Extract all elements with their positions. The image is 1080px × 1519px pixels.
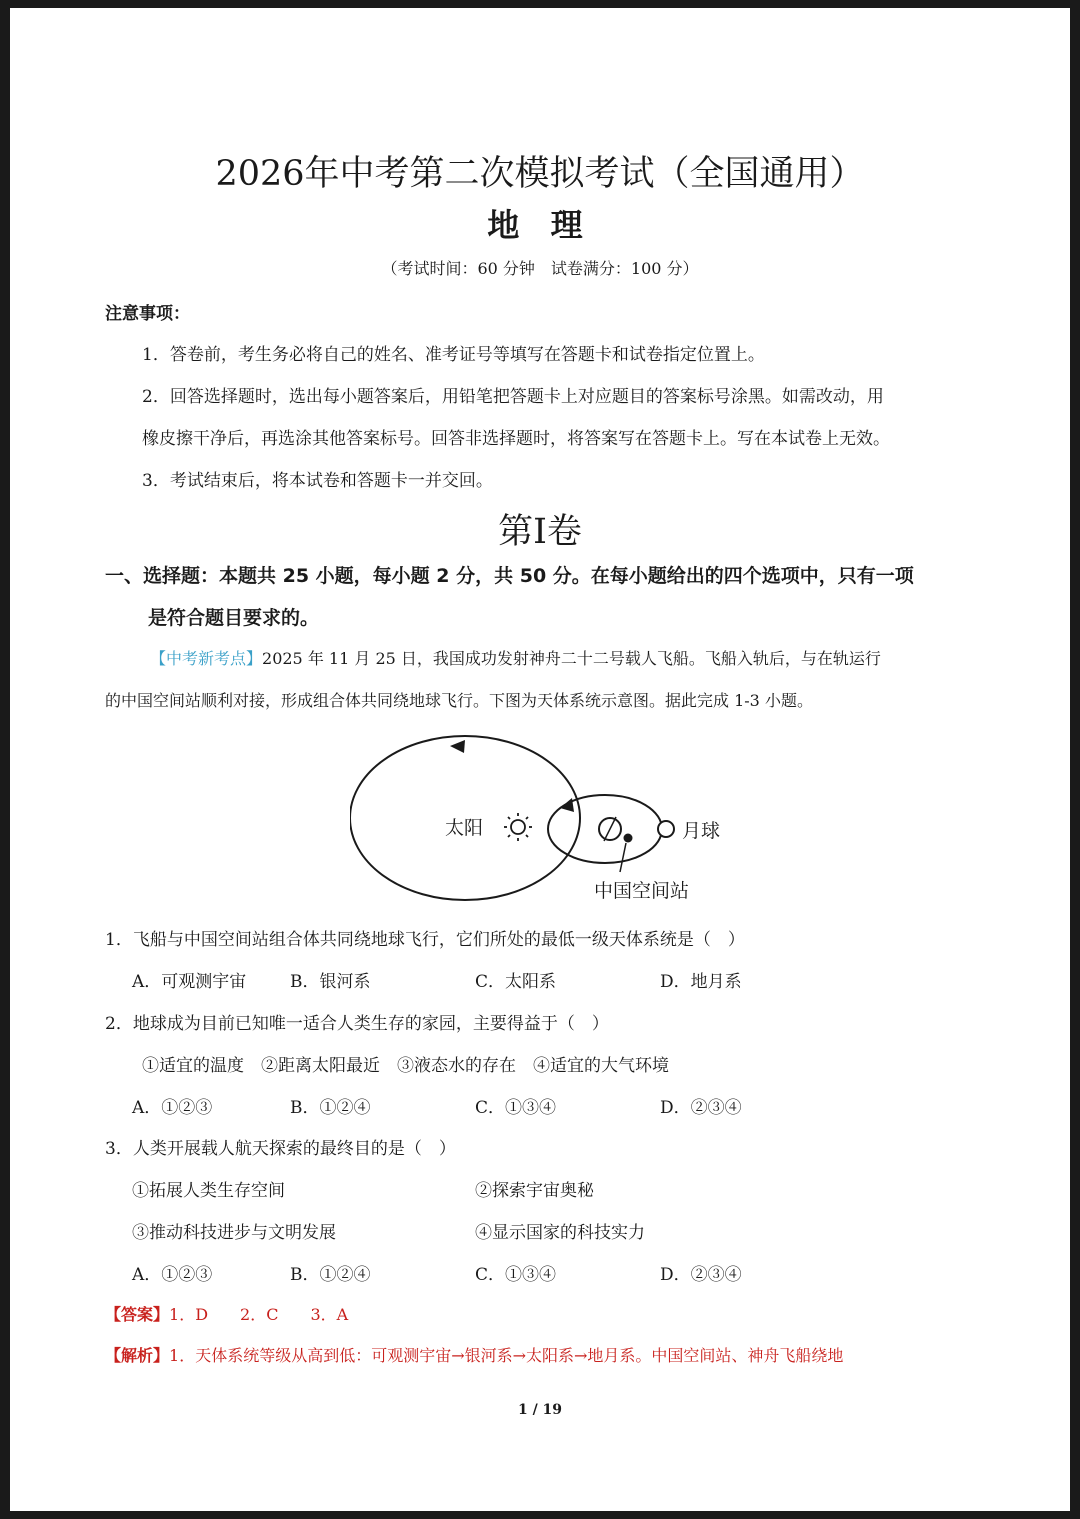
q1-option-a: A．可观测宇宙 [132, 972, 247, 992]
celestial-system-diagram [350, 726, 730, 911]
question-2-stem: 2．地球成为目前已知唯一适合人类生存的家园，主要得益于（ ） [105, 1014, 609, 1034]
section-heading-cont: 是符合题目要求的。 [148, 607, 320, 629]
exam-page [10, 8, 1070, 1511]
q1-option-b: B．银河系 [290, 972, 371, 992]
answer-tag: 【答案】 [105, 1305, 170, 1324]
answer-line [105, 1302, 348, 1325]
page-number: 1 / 19 [517, 1402, 563, 1418]
exam-info: （考试时间：60 分钟 试卷满分：100 分） [381, 259, 699, 278]
section-title: 第Ⅰ卷 [498, 512, 582, 552]
q3-statement-4: ④显示国家的科技实力 [475, 1223, 645, 1243]
q3-option-a: A．①②③ [132, 1265, 213, 1285]
notice-item-2: 2．回答选择题时，选出每小题答案后，用铅笔把答题卡上对应题目的答案标号涂黑。如需改动，用 [142, 387, 884, 407]
q2-statements: ①适宜的温度 ②距离太阳最近 ③液态水的存在 ④适宜的大气环境 [142, 1056, 669, 1076]
subject-title: 地 理 [487, 206, 593, 244]
sun-label: 太阳 [445, 817, 484, 839]
q3-statement-1: ①拓展人类生存空间 [132, 1181, 285, 1201]
notice-heading: 注意事项： [105, 304, 190, 324]
intro-line-1 [150, 646, 881, 669]
notice-item-3: 3．考试结束后，将本试卷和答题卡一并交回。 [142, 471, 493, 491]
moon-label: 月球 [682, 820, 721, 842]
q2-option-a: A．①②③ [132, 1098, 213, 1118]
answer-text: 1．D 2．C 3．A [169, 1305, 349, 1324]
q3-option-b: B．①②④ [290, 1265, 371, 1285]
q3-statement-3: ③推动科技进步与文明发展 [132, 1223, 336, 1243]
notice-item-2-cont: 橡皮擦干净后，再选涂其他答案标号。回答非选择题时，将答案写在答题卡上。写在本试卷上无效。 [142, 429, 890, 449]
moon-icon [658, 821, 674, 837]
analysis-line [105, 1343, 843, 1366]
q1-option-c: C．太阳系 [475, 972, 557, 992]
analysis-tag: 【解析】 [105, 1346, 170, 1365]
q3-option-d: D．②③④ [660, 1265, 742, 1285]
station-pointer [620, 843, 626, 872]
station-label: 中国空间站 [594, 880, 690, 902]
question-3-stem: 3．人类开展载人航天探索的最终目的是（ ） [105, 1139, 456, 1159]
notice-item-1: 1．答卷前，考生务必将自己的姓名、准考证号等填写在答题卡和试卷指定位置上。 [142, 345, 765, 365]
q1-option-d: D．地月系 [660, 972, 742, 992]
q3-option-c: C．①③④ [475, 1265, 557, 1285]
q2-option-d: D．②③④ [660, 1098, 742, 1118]
moon-orbit-arrow-icon [560, 798, 574, 812]
q2-option-b: B．①②④ [290, 1098, 371, 1118]
section-heading: 一、选择题：本题共 25 小题，每小题 2 分，共 50 分。在每小题给出的四个选项中，只有一项 [105, 565, 914, 587]
sun-icon [504, 813, 532, 841]
space-station-icon [624, 834, 633, 843]
intro-text: 2025 年 11 月 25 日，我国成功发射神舟二十二号载人飞船。飞船入轨后，与在轨运行 [262, 649, 881, 668]
intro-tag: 【中考新考点】 [150, 649, 263, 668]
q2-option-c: C．①③④ [475, 1098, 557, 1118]
orbit-arrow-icon [450, 740, 465, 753]
analysis-text: 1．天体系统等级从高到低：可观测宇宙→银河系→太阳系→地月系。中国空间站、神舟飞船绕地 [169, 1346, 844, 1365]
exam-title: 2026年中考第二次模拟考试（全国通用） [215, 154, 865, 194]
q3-statement-2: ②探索宇宙奥秘 [475, 1181, 594, 1201]
intro-line-2: 的中国空间站顺利对接，形成组合体共同绕地球飞行。下图为天体系统示意图。据此完成 1-3 小题。 [105, 691, 813, 710]
question-1-stem: 1．飞船与中国空间站组合体共同绕地球飞行，它们所处的最低一级天体系统是（ ） [105, 930, 745, 950]
